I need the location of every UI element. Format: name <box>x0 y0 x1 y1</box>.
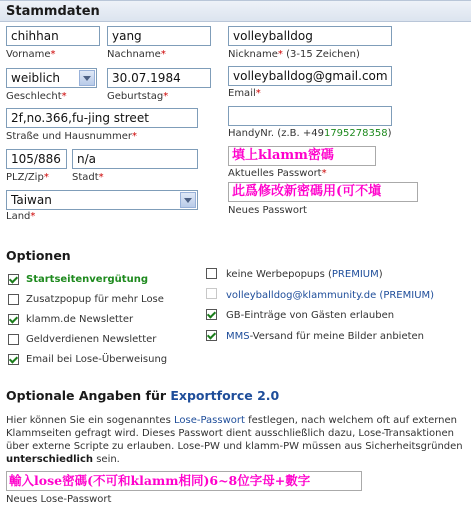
land-value: Taiwan <box>11 193 52 207</box>
plz-label: PLZ/Zip* <box>6 172 49 183</box>
option-checkbox-gb-eintraege[interactable] <box>206 309 217 320</box>
aktuelles-passwort-field[interactable]: 填上klamm密碼 <box>228 146 376 166</box>
nickname-label: Nickname* (3-15 Zeichen) <box>228 49 360 60</box>
option-label-klammunity-email: volleyballdog@klammunity.de (PREMIUM) <box>226 290 435 301</box>
email-field[interactable]: volleyballdog@gmail.com <box>228 66 392 86</box>
handy-label: HandyNr. (z.B. +491795278358) <box>228 128 392 139</box>
plz-field[interactable]: 105/886 <box>6 149 67 169</box>
option-checkbox-geldverdienen-newsletter[interactable] <box>8 334 19 345</box>
vorname-field[interactable]: chihhan <box>6 26 100 46</box>
option-checkbox-klamm-newsletter[interactable] <box>8 314 19 325</box>
strasse-field[interactable]: 2f,no.366,fu-jing street <box>6 108 198 128</box>
option-label-email-lose: Email bei Lose-Überweisung <box>26 354 168 365</box>
lose-passwort-field[interactable]: 輸入lose密碼(不可和klamm相同)6~8位字母+數字 <box>6 471 362 491</box>
section-optionen-heading: Optionen <box>6 248 71 263</box>
chevron-down-icon[interactable] <box>180 192 196 208</box>
geschlecht-select[interactable] <box>6 68 97 88</box>
chevron-down-icon[interactable] <box>79 70 95 86</box>
option-label-startseitenverguetung: Startseitenvergütung <box>26 274 148 285</box>
aktuelles-passwort-label: Aktuelles Passwort* <box>228 168 327 179</box>
land-select[interactable] <box>6 190 198 210</box>
option-label-gb-eintraege: GB-Einträge von Gästen erlauben <box>226 310 395 321</box>
geschlecht-label: Geschlecht* <box>6 91 67 102</box>
geschlecht-value: weiblich <box>11 71 61 85</box>
option-label-mms-versand: MMS-Versand für meine Bilder anbieten <box>226 331 425 342</box>
section-optional-heading: Optionale Angaben für Exportforce 2.0 <box>6 388 280 403</box>
stadt-label: Stadt* <box>72 172 104 183</box>
option-checkbox-zusatzpopup[interactable] <box>8 294 19 305</box>
nachname-label: Nachname* <box>107 49 166 60</box>
option-checkbox-klammunity-email[interactable] <box>206 288 217 299</box>
option-checkbox-email-lose[interactable] <box>8 354 19 365</box>
option-label-geldverdienen-newsletter: Geldverdienen Newsletter <box>26 334 157 345</box>
option-checkbox-keine-werbepopups[interactable] <box>206 268 217 279</box>
option-label-keine-werbepopups: keine Werbepopups (PREMIUM) <box>226 269 383 280</box>
nickname-field[interactable]: volleyballdog <box>228 26 392 46</box>
geburtstag-label: Geburtstag* <box>107 91 169 102</box>
neues-passwort-field[interactable]: 此爲修改新密碼用(可不塡 <box>228 182 418 202</box>
handy-field[interactable] <box>228 106 392 126</box>
option-label-zusatzpopup: Zusatzpopup für mehr Lose <box>26 294 164 305</box>
strasse-label: Straße und Hausnummer* <box>6 131 137 142</box>
stadt-field[interactable]: n/a <box>72 149 198 169</box>
neues-passwort-label: Neues Passwort <box>228 205 307 216</box>
land-label: Land* <box>6 211 36 222</box>
option-checkbox-startseitenverguetung[interactable] <box>8 274 19 285</box>
email-label: Email* <box>228 88 261 99</box>
geburtstag-field[interactable]: 30.07.1984 <box>107 68 211 88</box>
nachname-field[interactable]: yang <box>107 26 211 46</box>
lose-passwort-description: Hier können Sie ein sogenanntes Lose-Passwort festlegen, nach welchem oft auf externen Klammseiten gefragt wird. Dieses Passwort dient ausschließlich dazu, Lose-Transaktionen über externe Scripte zu erlauben. Lose-PW und klamm-PW müssen aus Sicherheitsgründen unterschiedlich sein. <box>6 415 463 465</box>
lose-passwort-link[interactable]: Lose-Passwort <box>173 415 245 426</box>
option-label-klamm-newsletter: klamm.de Newsletter <box>26 314 134 325</box>
section-stammdaten-heading: Stammdaten <box>0 0 471 22</box>
option-checkbox-mms-versand[interactable] <box>206 330 217 341</box>
lose-passwort-label: Neues Lose-Passwort <box>6 494 112 505</box>
vorname-label: Vorname* <box>6 49 56 60</box>
